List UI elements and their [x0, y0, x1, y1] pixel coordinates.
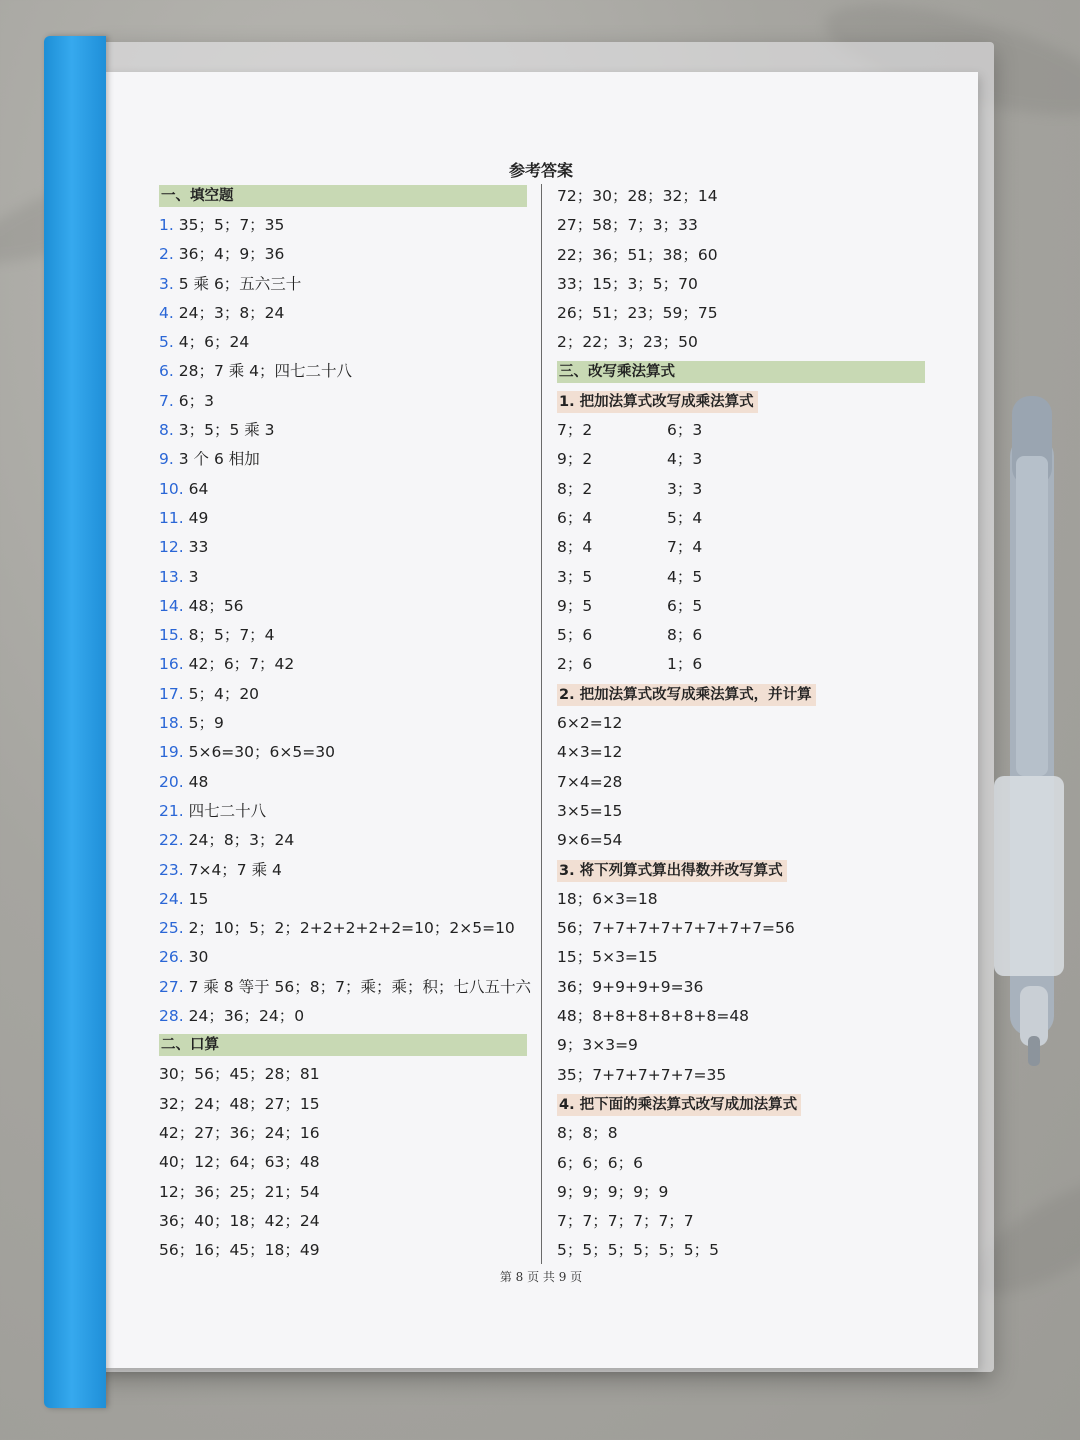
list-item — [159, 240, 527, 269]
item-text: 35；5；7；35 — [178, 216, 285, 234]
list-item — [557, 475, 925, 504]
page-title: 参考答案 — [508, 161, 573, 180]
list-item: 12；36；25；21；54 — [159, 1182, 320, 1201]
item-number: 11. — [159, 508, 184, 527]
item-text: 24；3；8；24 — [178, 303, 285, 322]
item-number: 2. — [159, 245, 174, 264]
item-text: 24；8；3；24 — [188, 831, 295, 850]
list-item — [557, 563, 925, 592]
list-item: 36；9+9+9+9=36 — [557, 977, 704, 996]
list-item: 32；24；48；27；15 — [159, 1094, 320, 1113]
subsection-label: 1. 把加法算式改写成乘法算式 — [557, 391, 758, 413]
list-item — [159, 1002, 527, 1031]
subsection-3-heading — [557, 856, 925, 885]
item-text: 42；6；7；42 — [188, 655, 295, 674]
item-text: 15 — [188, 889, 209, 908]
list-item: 3×5=15 — [557, 801, 623, 820]
list-item — [557, 650, 925, 679]
list-item — [159, 621, 527, 650]
list-item — [159, 885, 527, 914]
pair-left: 5；6 — [557, 626, 593, 645]
item-number: 9. — [159, 450, 174, 469]
list-item: 6×2=12 — [557, 714, 623, 733]
list-item: 9；9；9；9；9 — [557, 1182, 669, 1201]
item-number: 5. — [159, 333, 174, 352]
list-item: 4×3=12 — [557, 743, 623, 762]
list-item: 22；36；51；38；60 — [557, 245, 718, 264]
subsection-2-heading — [557, 680, 925, 709]
list-item — [557, 445, 925, 474]
list-item — [159, 826, 527, 855]
answer-sheet — [104, 72, 978, 1368]
pair-left: 8；2 — [557, 479, 593, 498]
list-item: 56；7+7+7+7+7+7+7+7=56 — [557, 919, 795, 938]
list-item — [159, 592, 527, 621]
item-text: 2；10；5；2；2+2+2+2+2=10；2×5=10 — [188, 919, 515, 938]
pair-left: 9；5 — [557, 596, 593, 615]
item-text: 4；6；24 — [178, 333, 250, 352]
list-item — [159, 357, 527, 386]
pair-left: 9；2 — [557, 450, 593, 469]
list-item — [159, 475, 527, 504]
pair-right: 4；5 — [667, 567, 703, 586]
item-text: 36；4；9；36 — [178, 245, 285, 264]
item-text: 64 — [188, 479, 209, 498]
list-item: 18；6×3=18 — [557, 889, 658, 908]
item-text: 5×6=30；6×5=30 — [188, 743, 335, 762]
list-item — [557, 416, 925, 445]
list-item: 2；22；3；23；50 — [557, 333, 698, 352]
item-number: 23. — [159, 860, 184, 879]
item-number: 19. — [159, 743, 184, 762]
item-number: 8. — [159, 421, 174, 440]
list-item — [159, 650, 527, 679]
list-item — [159, 943, 527, 972]
item-text: 3；5；5 乘 3 — [178, 421, 275, 440]
list-item — [159, 328, 527, 357]
item-number: 22. — [159, 831, 184, 850]
list-item: 5；5；5；5；5；5；5 — [557, 1241, 720, 1260]
list-item — [557, 592, 925, 621]
subsection-4-heading — [557, 1090, 925, 1119]
item-text: 7 乘 8 等于 56；8；7；乘；乘；积；七八五十六 — [188, 977, 531, 996]
list-item — [159, 680, 527, 709]
list-item — [159, 416, 527, 445]
list-item — [557, 533, 925, 562]
pair-right: 3；3 — [667, 479, 703, 498]
list-item — [159, 504, 527, 533]
list-item: 40；12；64；63；48 — [159, 1153, 320, 1172]
pen-image — [990, 396, 1080, 1076]
column-divider — [541, 184, 542, 1264]
list-item: 7；7；7；7；7；7 — [557, 1212, 694, 1231]
item-text: 24；36；24；0 — [188, 1007, 305, 1026]
list-item — [159, 709, 527, 738]
list-item — [159, 797, 527, 826]
pair-left: 6；4 — [557, 508, 593, 527]
item-number: 18. — [159, 714, 184, 733]
list-item — [159, 973, 531, 1002]
list-item: 56；16；45；18；49 — [159, 1241, 320, 1260]
item-text: 30 — [188, 948, 209, 967]
item-text: 28；7 乘 4；四七二十八 — [178, 362, 353, 381]
list-item: 33；15；3；5；70 — [557, 274, 698, 293]
list-item: 27；58；7；3；33 — [557, 216, 698, 235]
item-text: 5；4；20 — [188, 684, 260, 703]
item-text: 8；5；7；4 — [188, 626, 275, 645]
item-text: 3 — [188, 567, 199, 586]
list-item — [557, 621, 925, 650]
item-text: 49 — [188, 508, 209, 527]
item-number: 21. — [159, 801, 184, 820]
item-number: 25. — [159, 919, 184, 938]
item-text: 5；9 — [188, 714, 224, 733]
list-item — [159, 738, 527, 767]
list-item — [159, 856, 527, 885]
list-item — [557, 504, 925, 533]
item-number: 4. — [159, 303, 174, 322]
binder-spine — [44, 36, 106, 1408]
item-text: 6；3 — [178, 391, 214, 410]
list-item: 36；40；18；42；24 — [159, 1211, 320, 1230]
list-item: 30；56；45；28；81 — [159, 1065, 320, 1084]
item-number: 12. — [159, 538, 184, 557]
section-fill-blanks-heading: 一、填空题 — [159, 185, 527, 207]
list-item — [159, 299, 527, 328]
right-column — [557, 182, 925, 1266]
list-item — [159, 445, 527, 474]
page-footer: 第 8 页 共 9 页 — [499, 1270, 583, 1284]
list-item — [159, 563, 527, 592]
list-item — [159, 768, 527, 797]
item-number: 7. — [159, 391, 174, 410]
item-number: 14. — [159, 596, 184, 615]
pair-left: 2；6 — [557, 655, 593, 674]
item-number: 15. — [159, 626, 184, 645]
list-item: 26；51；23；59；75 — [557, 304, 718, 323]
list-item: 15；5×3=15 — [557, 948, 658, 967]
subsection-label: 3. 将下列算式算出得数并改写算式 — [557, 860, 787, 882]
item-text: 33 — [188, 538, 209, 557]
subsection-1-heading — [557, 387, 925, 416]
pair-left: 8；4 — [557, 538, 593, 557]
item-text: 5 乘 6；五六三十 — [178, 274, 302, 293]
pair-left: 3；5 — [557, 567, 593, 586]
list-item — [159, 387, 527, 416]
list-item — [159, 533, 527, 562]
pair-right: 7；4 — [667, 538, 703, 557]
item-number: 10. — [159, 479, 184, 498]
item-text: 48；56 — [188, 596, 244, 615]
item-text: 48 — [188, 772, 209, 791]
pair-right: 6；5 — [667, 596, 703, 615]
list-item — [159, 211, 527, 240]
pair-right: 8；6 — [667, 626, 703, 645]
section-multiplication-heading: 三、改写乘法算式 — [557, 361, 925, 383]
subsection-label: 2. 把加法算式改写成乘法算式，并计算 — [557, 684, 816, 706]
list-item — [159, 914, 527, 943]
item-text: 四七二十八 — [188, 801, 267, 820]
item-text: 3 个 6 相加 — [178, 450, 260, 469]
list-item — [159, 270, 527, 299]
list-item: 42；27；36；24；16 — [159, 1123, 320, 1142]
list-item: 6；6；6；6 — [557, 1153, 643, 1172]
item-number: 28. — [159, 1007, 184, 1026]
item-number: 17. — [159, 684, 184, 703]
item-number: 16. — [159, 655, 184, 674]
item-number: 27. — [159, 977, 184, 996]
pair-right: 1；6 — [667, 655, 703, 674]
pair-right: 5；4 — [667, 508, 703, 527]
item-number: 24. — [159, 889, 184, 908]
pair-right: 6；3 — [667, 421, 703, 440]
item-number: 6. — [159, 362, 174, 381]
item-text: 7×4；7 乘 4 — [188, 860, 282, 879]
pair-right: 4；3 — [667, 450, 703, 469]
item-number: 3. — [159, 274, 174, 293]
item-number: 1. — [159, 216, 174, 234]
section-oral-heading: 二、口算 — [159, 1034, 527, 1056]
list-item: 7×4=28 — [557, 772, 623, 791]
item-number: 13. — [159, 567, 184, 586]
list-item: 9；3×3=9 — [557, 1036, 638, 1055]
item-number: 20. — [159, 772, 184, 791]
list-item: 48；8+8+8+8+8+8=48 — [557, 1007, 750, 1026]
list-item: 8；8；8 — [557, 1124, 618, 1143]
subsection-label: 4. 把下面的乘法算式改写成加法算式 — [557, 1094, 801, 1116]
list-item: 72；30；28；32；14 — [557, 187, 718, 205]
item-number: 26. — [159, 948, 184, 967]
left-column — [159, 182, 531, 1265]
pair-left: 7；2 — [557, 421, 593, 440]
list-item: 35；7+7+7+7+7=35 — [557, 1065, 727, 1084]
list-item: 9×6=54 — [557, 831, 623, 850]
